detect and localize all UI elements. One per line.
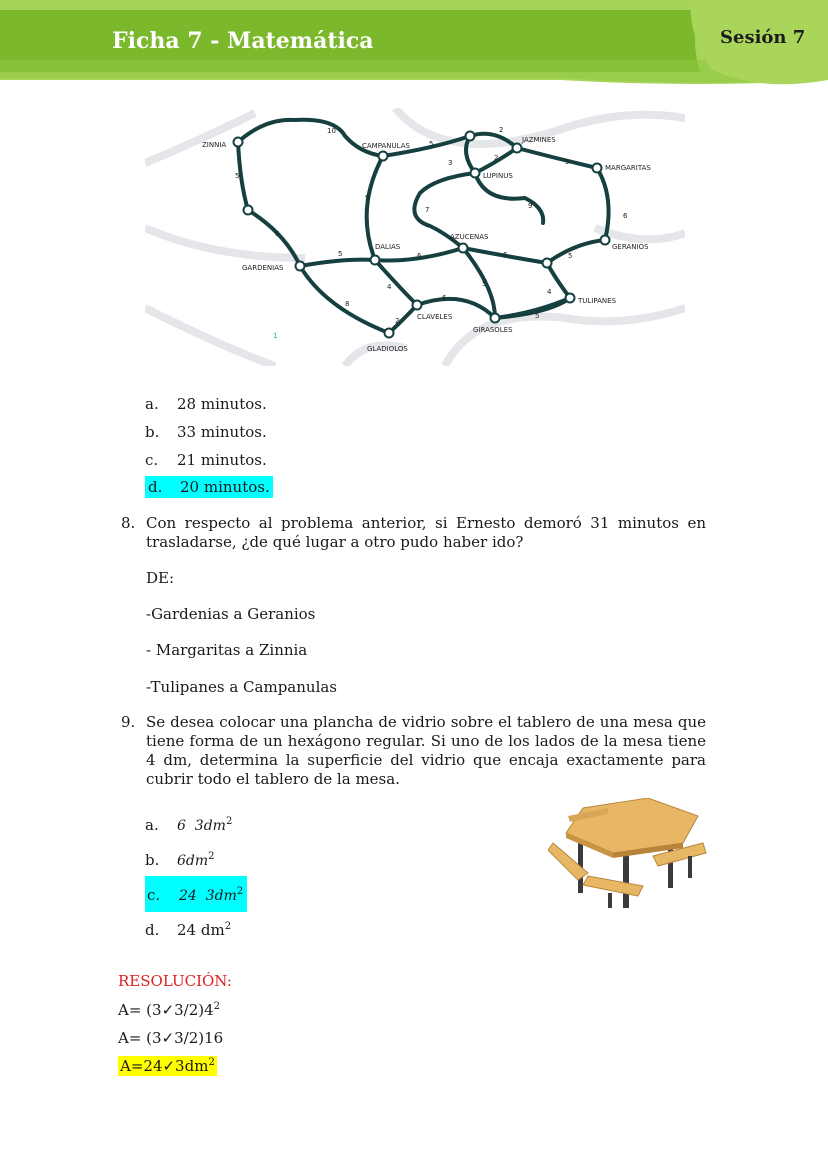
- option-text: 28 minutos.: [177, 395, 267, 413]
- exponent: 2: [236, 886, 244, 897]
- place-campanulas: CAMPANULAS: [362, 142, 410, 150]
- route-map: [145, 108, 685, 366]
- answer-line: -Tulipanes a Campanulas: [146, 678, 338, 696]
- resolution-line-3: [118, 1057, 217, 1075]
- edge-label: 3: [448, 159, 453, 167]
- edge-label: 1: [273, 332, 278, 340]
- resolution-title: RESOLUCIÓN:: [118, 972, 232, 990]
- option-text: 33 minutos.: [177, 423, 267, 441]
- edge-label: 5: [429, 140, 434, 148]
- question-number: 8.: [121, 514, 136, 532]
- place-tulipanes: TULIPANES: [578, 297, 617, 305]
- edge-label: 6: [442, 294, 447, 302]
- formula-text: A= (3✓3/2)4: [118, 1001, 214, 1019]
- edge-label: 6: [623, 212, 628, 220]
- header-banner: [0, 0, 828, 88]
- route-map-graphic: [145, 108, 685, 366]
- exponent: 2: [208, 851, 215, 862]
- edge-label: 4: [547, 288, 552, 296]
- edge-label: 6: [417, 252, 422, 260]
- option-text: 6dm: [177, 853, 209, 869]
- edge-label: 5: [235, 172, 240, 180]
- de-label: DE:: [146, 569, 175, 587]
- question-8-text: Con respecto al problema anterior, si Ernesto demoró 31 minutos en trasladarse, ¿de qué lugar a otro pudo haber ido?: [146, 514, 706, 551]
- edge-label: 5: [535, 312, 540, 320]
- edge-label: 4: [387, 283, 392, 291]
- option-letter: a.: [145, 816, 159, 834]
- option-letter: a.: [145, 395, 159, 413]
- place-zinnia: ZINNIA: [202, 141, 227, 149]
- option-letter: d.: [148, 478, 163, 496]
- q9-option-c-selected[interactable]: [145, 876, 247, 912]
- option-letter: c.: [145, 451, 159, 469]
- edge-label: 10: [327, 127, 336, 135]
- option-text: 20 minutos.: [180, 478, 270, 496]
- edge-label: 2: [499, 126, 504, 134]
- q7-option-d-selected[interactable]: [145, 477, 273, 497]
- exponent: 2: [224, 921, 232, 932]
- option-text: 24 dm: [177, 921, 225, 939]
- q7-option-c[interactable]: [145, 450, 267, 470]
- place-girasoles: GIRASOLES: [473, 326, 513, 334]
- page-title: Ficha 7 - Matemática: [112, 28, 374, 54]
- q7-option-b[interactable]: [145, 422, 267, 442]
- exponent: 2: [225, 816, 233, 827]
- edge-label: 5: [338, 250, 343, 258]
- place-jazmines: JAZMINES: [522, 136, 556, 144]
- edge-label: 5: [482, 280, 487, 288]
- option-letter: d.: [145, 921, 160, 939]
- place-claveles: CLAVELES: [417, 313, 453, 321]
- place-geranios: GERANIOS: [612, 243, 649, 251]
- place-azucenas: AZUCENAS: [450, 233, 489, 241]
- edge-label: 6: [275, 230, 280, 238]
- final-answer-highlight: [118, 1056, 217, 1076]
- exponent: 2: [213, 1001, 221, 1012]
- highlighted-answer: [145, 876, 247, 912]
- edge-label: 8: [345, 300, 350, 308]
- edge-label: 5: [565, 158, 570, 166]
- question-number: 9.: [121, 713, 136, 731]
- place-gardenias: GARDENIAS: [242, 264, 284, 272]
- edge-label: 2: [494, 154, 499, 162]
- q7-option-a[interactable]: [145, 394, 267, 414]
- exponent: 2: [208, 1057, 215, 1068]
- edge-label: 6: [503, 251, 508, 259]
- highlighted-answer: [145, 476, 273, 498]
- option-text: 21 minutos.: [177, 451, 267, 469]
- place-gladiolos: GLADIOLOS: [367, 345, 408, 353]
- q9-option-a[interactable]: [145, 812, 232, 836]
- place-dalias: DALIAS: [375, 243, 401, 251]
- q9-option-b[interactable]: [145, 847, 215, 871]
- hexagon-table-image: [548, 798, 708, 917]
- edge-label: 2: [395, 317, 400, 325]
- option-letter: c.: [147, 886, 161, 904]
- edge-label: 9: [365, 194, 370, 202]
- formula-text: A=24✓3dm: [120, 1057, 209, 1075]
- q9-option-d[interactable]: [145, 917, 231, 940]
- place-lupinus: LUPINUS: [483, 172, 513, 180]
- session-label: Sesión 7: [720, 27, 806, 48]
- edge-label: 5: [568, 252, 573, 260]
- answer-line: - Margaritas a Zinnia: [146, 641, 308, 659]
- question-9-text: Se desea colocar una plancha de vidrio sobre el tablero de una mesa que tiene forma de un hexágono regular. Si uno de los lados de la mesa tiene 4 dm, determina la superficie del vidrio que encaja exactamente para cubrir todo el tablero de la mesa.: [146, 713, 706, 788]
- resolution-line-1: [118, 1001, 220, 1019]
- place-margaritas: MARGARITAS: [605, 164, 651, 172]
- option-letter: b.: [145, 423, 160, 441]
- option-text: 24 3dm: [179, 888, 237, 904]
- resolution-line-2: A= (3✓3/2)16: [118, 1029, 224, 1047]
- edge-label: 7: [425, 206, 430, 214]
- option-letter: b.: [145, 851, 160, 869]
- option-text: 6 3dm: [177, 818, 226, 834]
- edge-label: 9: [528, 202, 533, 210]
- answer-line: -Gardenias a Geranios: [146, 605, 316, 623]
